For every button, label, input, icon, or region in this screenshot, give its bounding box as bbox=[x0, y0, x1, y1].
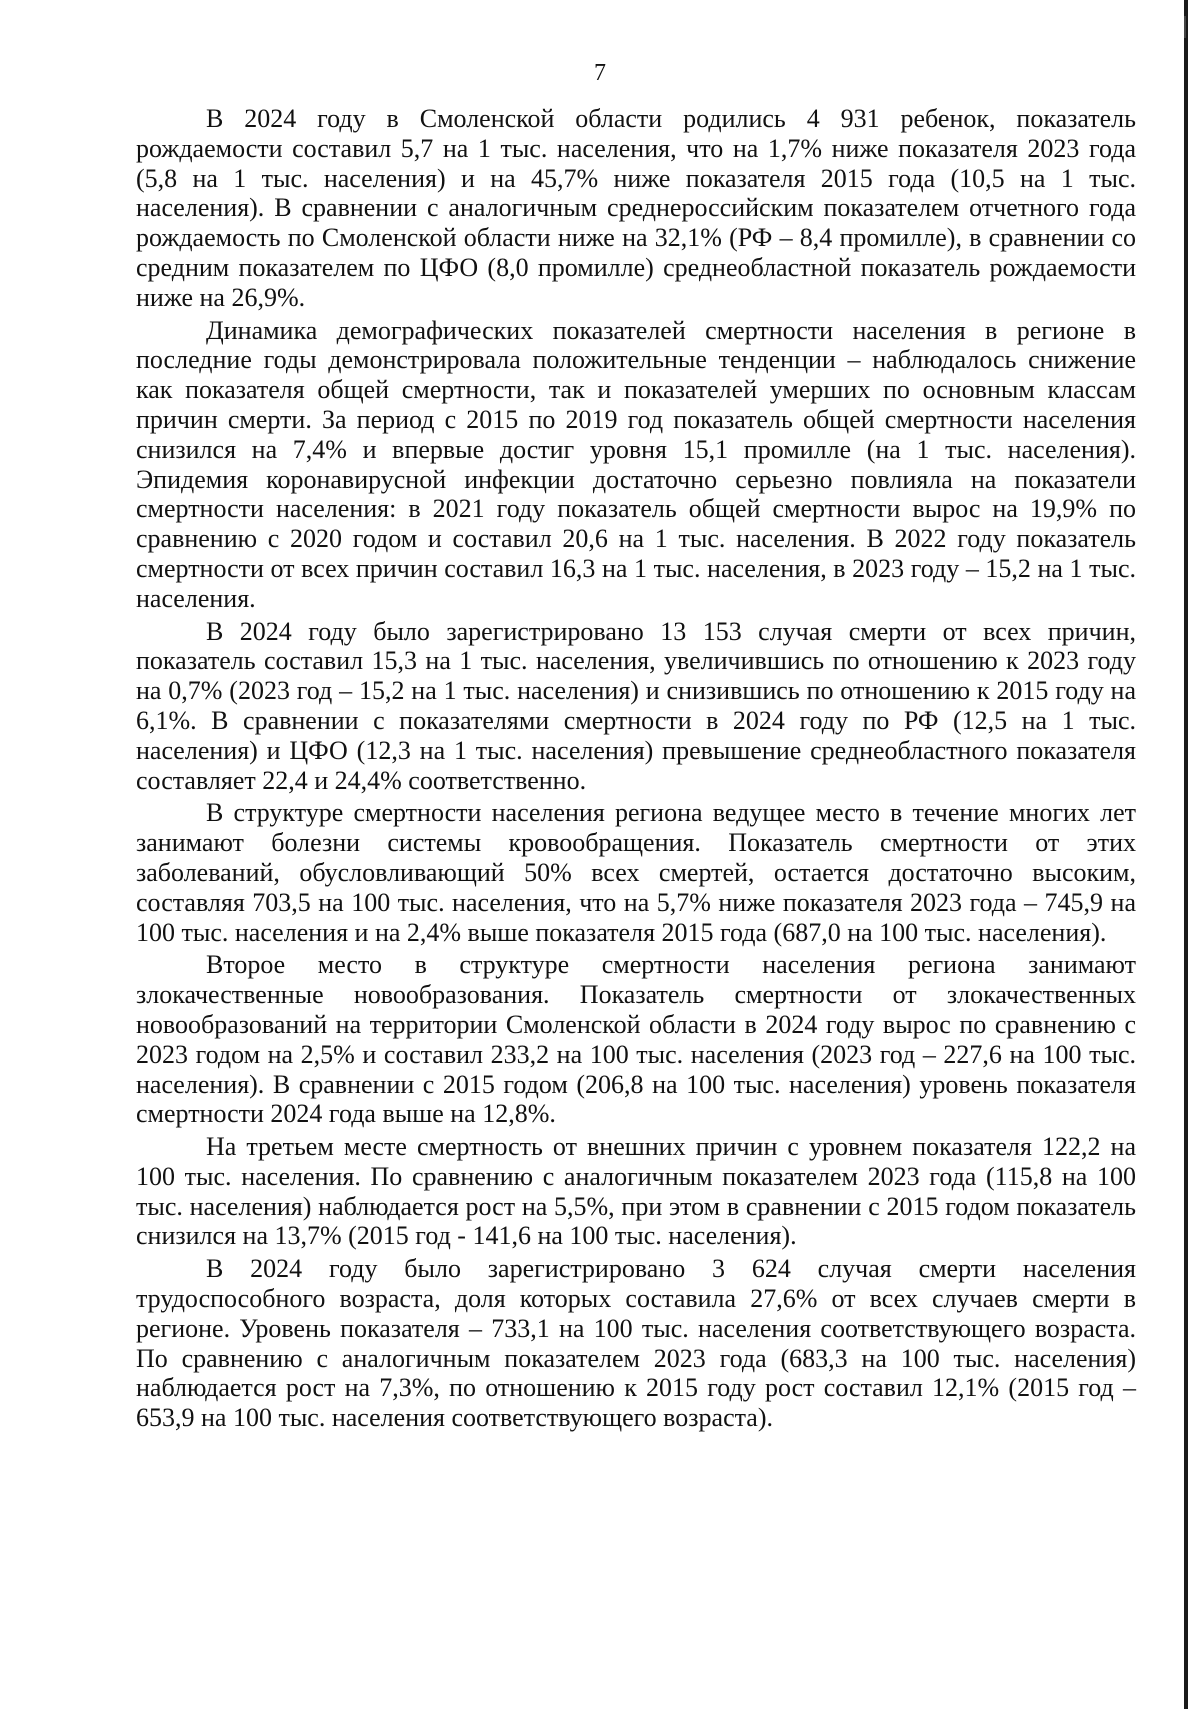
paragraph-mortality-dynamics: Динамика демографических показателей смертности населения в регионе в последние годы демонстрировала положительные тенденции – наблюдалось снижение как показателя общей смертности, так и показателей умерших по основным классам причин смерти. За период с 2015 по 2019 год показатель общей смертности населения снизился на 7,4% и впервые достиг уровня 15,1 промилле (на 1 тыс. населения). Эпидемия коронавирусной инфекции достаточно серьезно повлияла на показатели смертности населения: в 2021 году показатель общей смертности вырос на 19,9% по сравнению с 2020 годом и составил 20,6 на 1 тыс. населения. В 2022 году показатель смертности от всех причин составил 16,3 на 1 тыс. населения, в 2023 году – 15,2 на 1 тыс. населения. bbox=[136, 315, 1136, 613]
scan-edge-mark bbox=[1184, 16, 1186, 38]
paragraph-external-causes: На третьем месте смертность от внешних причин с уровнем показателя 122,2 на 100 тыс. населения. По сравнению с аналогичным показателем 2023 года (115,8 на 100 тыс. населения) наблюдается рост на 5,5%, при этом в сравнении с 2015 годом показатель снизился на 13,7% (2015 год - 141,6 на 100 тыс. населения). bbox=[136, 1132, 1136, 1251]
paragraph-birth-rate: В 2024 году в Смоленской области родились 4 931 ребенок, показатель рождаемости составил 5,7 на 1 тыс. населения, что на 1,7% ниже показателя 2023 года (5,8 на 1 тыс. населения) и на 45,7% ниже показателя 2015 года (10,5 на 1 тыс. населения). В сравнении с аналогичным среднероссийским показателем отчетного года рождаемость по Смоленской области ниже на 32,1% (РФ – 8,4 промилле), в сравнении со средним показателем по ЦФО (8,0 промилле) среднеобластной показатель рождаемости ниже на 26,9%. bbox=[136, 104, 1136, 312]
paragraph-neoplasms: Второе место в структуре смертности населения региона занимают злокачественные новообразования. Показатель смертности от злокачественных новообразований на территории Смоленской области в 2024 году вырос по сравнению с 2023 годом на 2,5% и составил 233,2 на 100 тыс. населения (2023 год – 227,6 на 100 тыс. населения). В сравнении с 2015 годом (206,8 на 100 тыс. населения) уровень показателя смертности 2024 года выше на 12,8%. bbox=[136, 950, 1136, 1129]
paragraph-working-age: В 2024 году было зарегистрировано 3 624 случая смерти населения трудоспособного возраста, доля которых составила 27,6% от всех случаев смерти в регионе. Уровень показателя – 733,1 на 100 тыс. населения соответствующего возраста. По сравнению с аналогичным показателем 2023 года (683,3 на 100 тыс. населения) наблюдается рост на 7,3%, по отношению к 2015 году рост составил 12,1% (2015 год – 653,9 на 100 тыс. населения соответствующего возраста). bbox=[136, 1254, 1136, 1433]
document-body bbox=[136, 104, 1136, 1436]
scan-edge-line bbox=[1184, 0, 1188, 1709]
paragraph-mortality-2024: В 2024 году было зарегистрировано 13 153 случая смерти от всех причин, показатель составил 15,3 на 1 тыс. населения, увеличившись по отношению к 2023 году на 0,7% (2023 год – 15,2 на 1 тыс. населения) и снизившись по отношению к 2015 году на 6,1%. В сравнении с показателями смертности в 2024 году по РФ (12,5 на 1 тыс. населения) и ЦФО (12,3 на 1 тыс. населения) превышение среднеобластного показателя составляет 22,4 и 24,4% соответственно. bbox=[136, 616, 1136, 795]
page-number: 7 bbox=[594, 60, 606, 86]
paragraph-circulatory-diseases: В структуре смертности населения региона ведущее место в течение многих лет занимают болезни системы кровообращения. Показатель смертности от этих заболеваний, обусловливающий 50% всех смертей, остается достаточно высоким, составляя 703,5 на 100 тыс. населения, что на 5,7% ниже показателя 2023 года – 745,9 на 100 тыс. населения и на 2,4% выше показателя 2015 года (687,0 на 100 тыс. населения). bbox=[136, 798, 1136, 947]
